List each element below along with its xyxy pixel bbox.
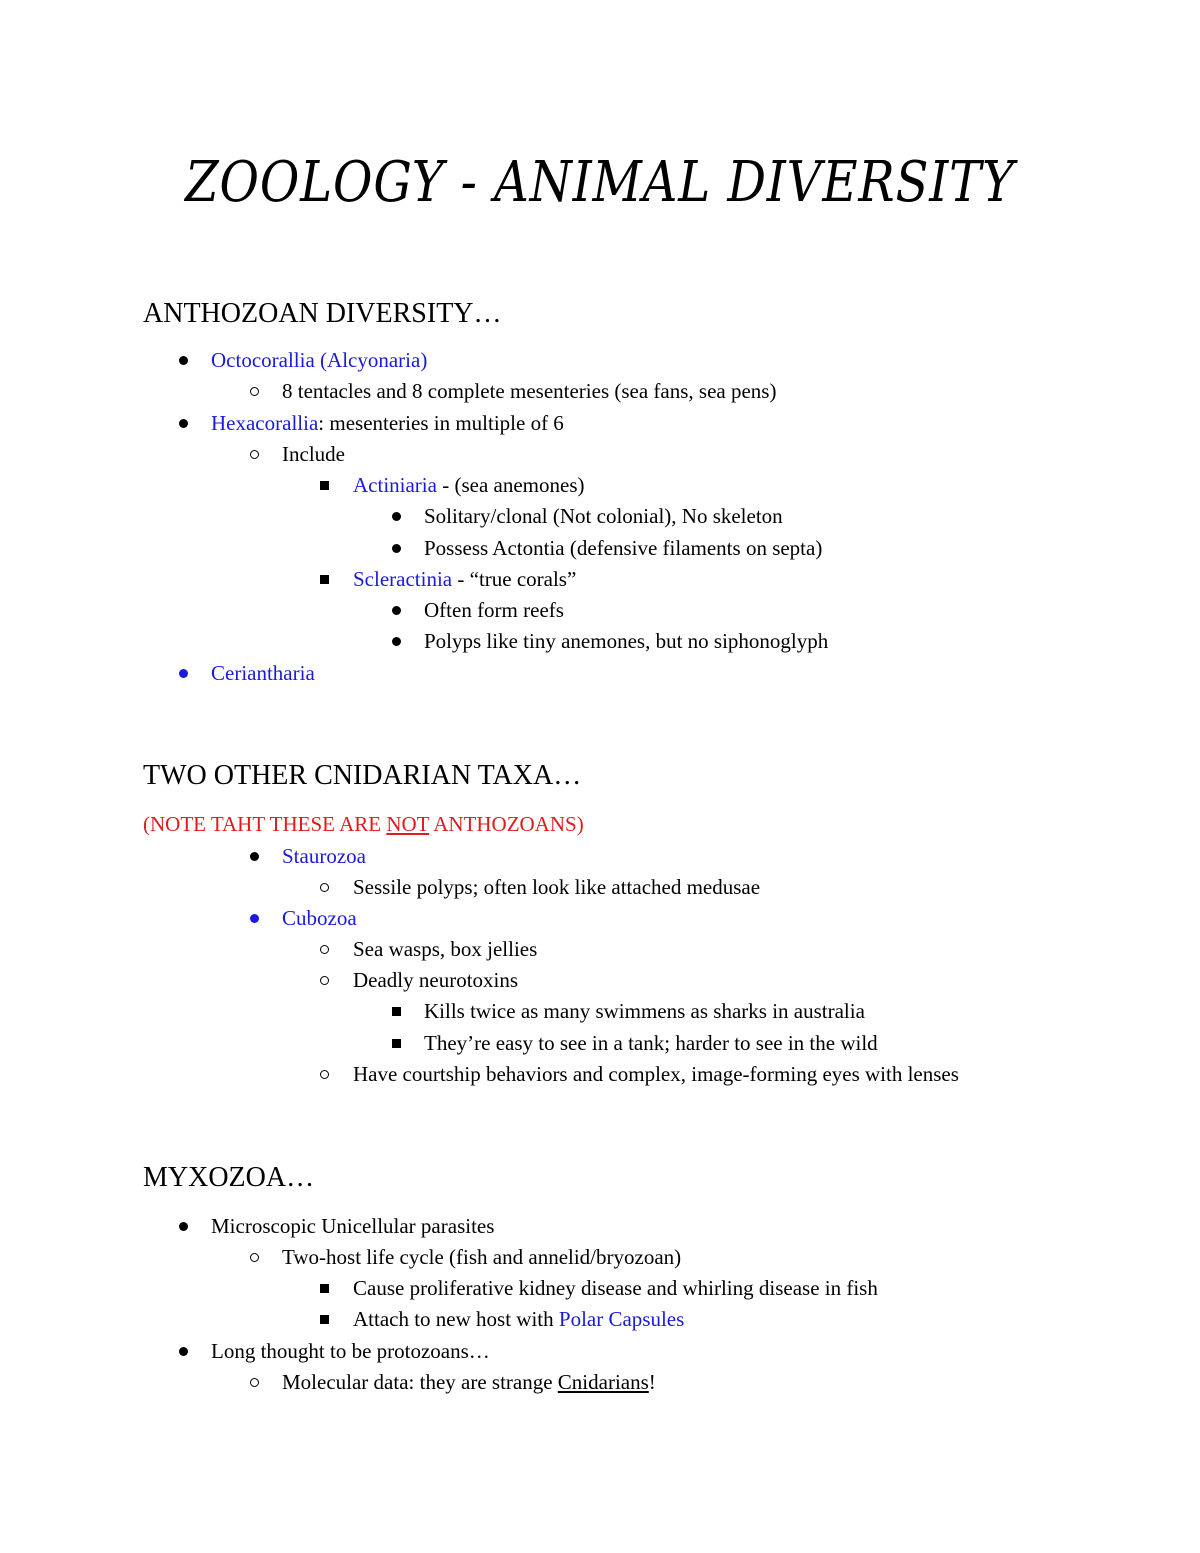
bullet-icon (176, 1338, 190, 1364)
term-polar-capsules: Polar Capsules (558, 1307, 685, 1331)
term-scleractinia: Scleractinia (353, 567, 453, 591)
circle-bullet-icon (247, 1244, 261, 1270)
section-heading-myxozoa: MYXOZOA… (143, 1162, 315, 1193)
bullet-icon (247, 905, 261, 931)
bullet-icon (176, 660, 190, 686)
term-actiniaria: Actiniaria (353, 473, 437, 497)
square-bullet-icon (389, 1030, 403, 1056)
circle-bullet-icon (247, 441, 261, 467)
circle-bullet-icon (317, 967, 331, 993)
bullet-icon (389, 628, 403, 654)
term-hexacorallia: Hexacorallia (211, 411, 319, 435)
bullet-icon (176, 1213, 190, 1239)
term-cnidarians: Cnidarians (557, 1370, 649, 1394)
square-bullet-icon (389, 998, 403, 1024)
page-title: ZOOLOGY - ANIMAL DIVERSITY (185, 150, 1015, 215)
square-bullet-icon (317, 1275, 331, 1301)
circle-bullet-icon (247, 378, 261, 404)
circle-bullet-icon (247, 1369, 261, 1395)
section-heading-anthozoan: ANTHOZOAN DIVERSITY… (143, 298, 502, 329)
term-octocorallia: Octocorallia (Alcyonaria) (211, 348, 428, 372)
bullet-icon (247, 843, 261, 869)
term-staurozoa: Staurozoa (282, 844, 366, 868)
term-ceriantharia: Ceriantharia (211, 661, 315, 685)
bullet-icon (176, 410, 190, 436)
square-bullet-icon (317, 566, 331, 592)
term-cubozoa: Cubozoa (282, 906, 357, 930)
square-bullet-icon (317, 1306, 331, 1332)
section-heading-cnidarian: TWO OTHER CNIDARIAN TAXA… (143, 760, 582, 791)
circle-bullet-icon (317, 874, 331, 900)
bullet-icon (389, 503, 403, 529)
circle-bullet-icon (317, 936, 331, 962)
square-bullet-icon (317, 472, 331, 498)
bullet-icon (389, 597, 403, 623)
circle-bullet-icon (317, 1061, 331, 1087)
note-not-anthozoans: (NOTE TAHT THESE ARE NOT ANTHOZOANS) (143, 812, 584, 836)
bullet-icon (389, 535, 403, 561)
bullet-icon (176, 347, 190, 373)
